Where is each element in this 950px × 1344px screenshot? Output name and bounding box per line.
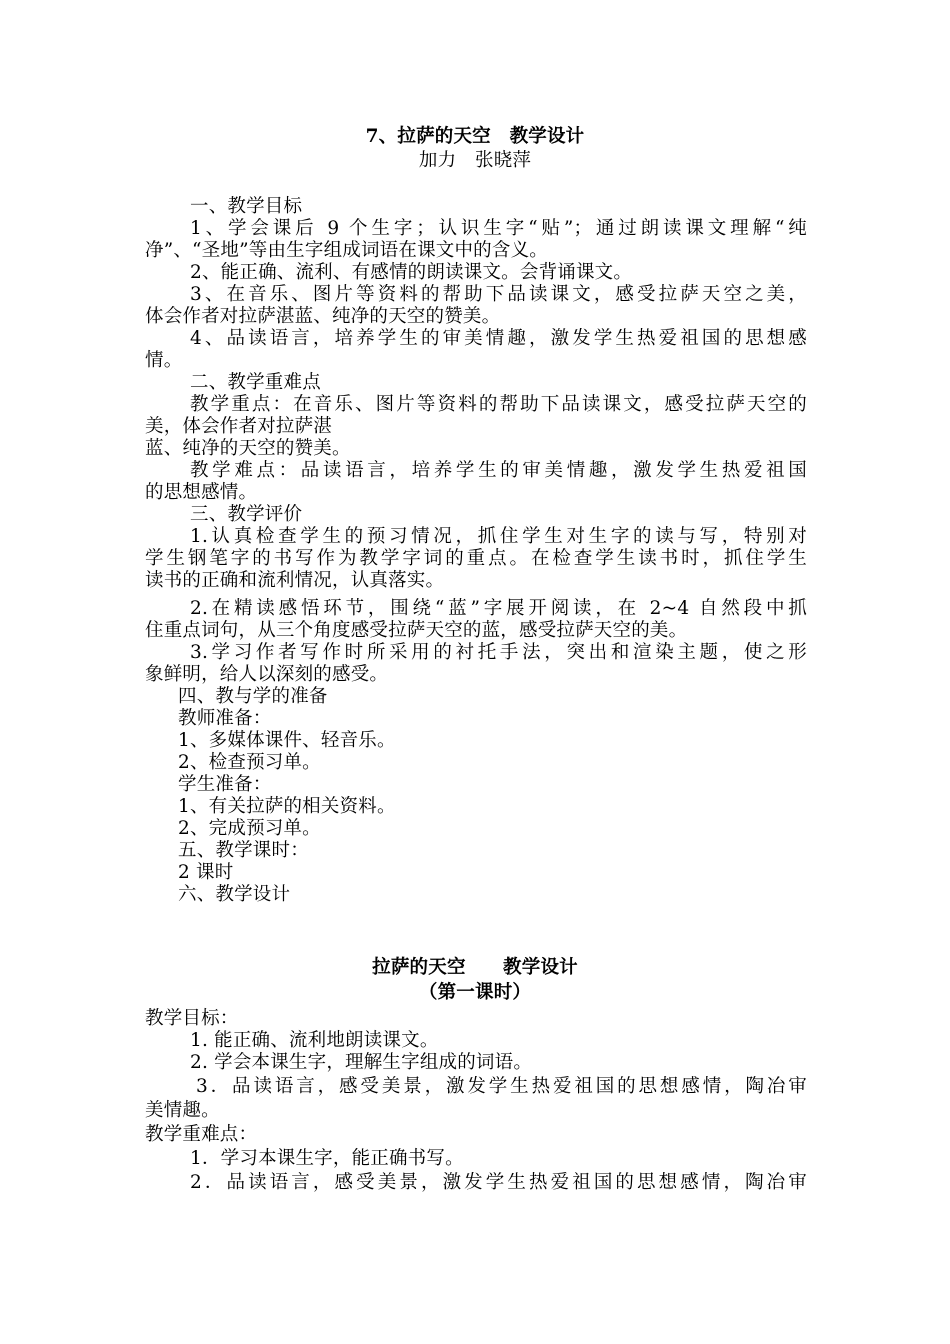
paragraph-line: 3.学习作者写作时所采用的衬托手法，突出和渲染主题，使之形 [190, 642, 807, 663]
paragraph-line: 学生钢笔字的书写作为教学字词的重点。在检查学生读书时，抓住学生 [145, 548, 807, 569]
paragraph-line: 学生准备： [178, 774, 272, 795]
paragraph-line: 1、多媒体课件、轻音乐。 [178, 730, 396, 751]
paragraph-line: 2. 学会本课生字，理解生字组成的词语。 [190, 1052, 533, 1073]
heading-design: 六、教学设计 [178, 884, 291, 905]
paragraph-line: 1、学会课后 9 个生字；认识生字“贴”；通过朗读课文理解“纯 [190, 218, 807, 239]
section-title: 拉萨的天空 教学设计 [372, 957, 578, 978]
heading-key-points: 二、教学重难点 [190, 372, 321, 393]
paragraph-line: 美情趣。 [145, 1100, 220, 1121]
paragraph-line: 教学难点：品读语言，培养学生的审美情趣，激发学生热爱祖国 [190, 460, 807, 481]
paragraph-line: 1. 能正确、流利地朗读课文。 [190, 1030, 439, 1051]
document-title: 7、拉萨的天空 教学设计 [365, 126, 585, 147]
paragraph-line: 的思想感情。 [145, 482, 258, 503]
heading-preparation: 四、教与学的准备 [178, 686, 328, 707]
heading-lesson-key-points: 教学重难点： [145, 1124, 258, 1145]
paragraph-line: 情。 [145, 350, 183, 371]
paragraph-line: 2、能正确、流利、有感情的朗读课文。会背诵课文。 [190, 262, 633, 283]
paragraph-line: 2 课时 [178, 862, 234, 883]
paragraph-line: 2、完成预习单。 [178, 818, 321, 839]
paragraph-line: 教师准备： [178, 708, 272, 729]
paragraph-line: 1．学习本课生字，能正确书写。 [190, 1148, 464, 1169]
paragraph-line: 体会作者对拉萨湛蓝、纯净的天空的赞美。 [145, 306, 501, 327]
paragraph-line: 2.在精读感悟环节，围绕“蓝”字展开阅读，在 2~4 自然段中抓 [190, 598, 807, 619]
paragraph-line: 美，体会作者对拉萨湛 [145, 416, 333, 437]
paragraph-line: 2、检查预习单。 [178, 752, 321, 773]
paragraph-line: 教学重点：在音乐、图片等资料的帮助下品读课文，感受拉萨天空的 [190, 394, 807, 415]
section-subtitle: （第一课时） [418, 982, 532, 1003]
paragraph-line: 住重点词句，从三个角度感受拉萨天空的蓝，感受拉萨天空的美。 [145, 620, 688, 641]
paragraph-line: 读书的正确和流利情况，认真落实。 [145, 570, 445, 591]
paragraph-line: 蓝、纯净的天空的赞美。 [145, 438, 351, 459]
paragraph-line: 象鲜明，给人以深刻的感受。 [145, 664, 389, 685]
paragraph-line: 2．品读语言，感受美景，激发学生热爱祖国的思想感情，陶冶审 [190, 1172, 807, 1193]
heading-lesson-objectives: 教学目标： [145, 1008, 239, 1029]
heading-objectives: 一、教学目标 [190, 196, 303, 217]
paragraph-line: 1、有关拉萨的相关资料。 [178, 796, 396, 817]
paragraph-line: 净”、“圣地”等由生字组成词语在课文中的含义。 [145, 240, 548, 261]
paragraph-line: 1.认真检查学生的预习情况，抓住学生对生字的读与写，特别对 [190, 526, 807, 547]
paragraph-line: 3．品读语言，感受美景，激发学生热爱祖国的思想感情，陶冶审 [196, 1076, 807, 1097]
heading-evaluation: 三、教学评价 [190, 504, 303, 525]
document-author: 加力 张晓萍 [418, 150, 532, 171]
paragraph-line: 3、在音乐、图片等资料的帮助下品读课文，感受拉萨天空之美， [190, 284, 807, 305]
paragraph-line: 4、品读语言，培养学生的审美情趣，激发学生热爱祖国的思想感 [190, 328, 807, 349]
heading-class-hours: 五、教学课时： [178, 840, 309, 861]
